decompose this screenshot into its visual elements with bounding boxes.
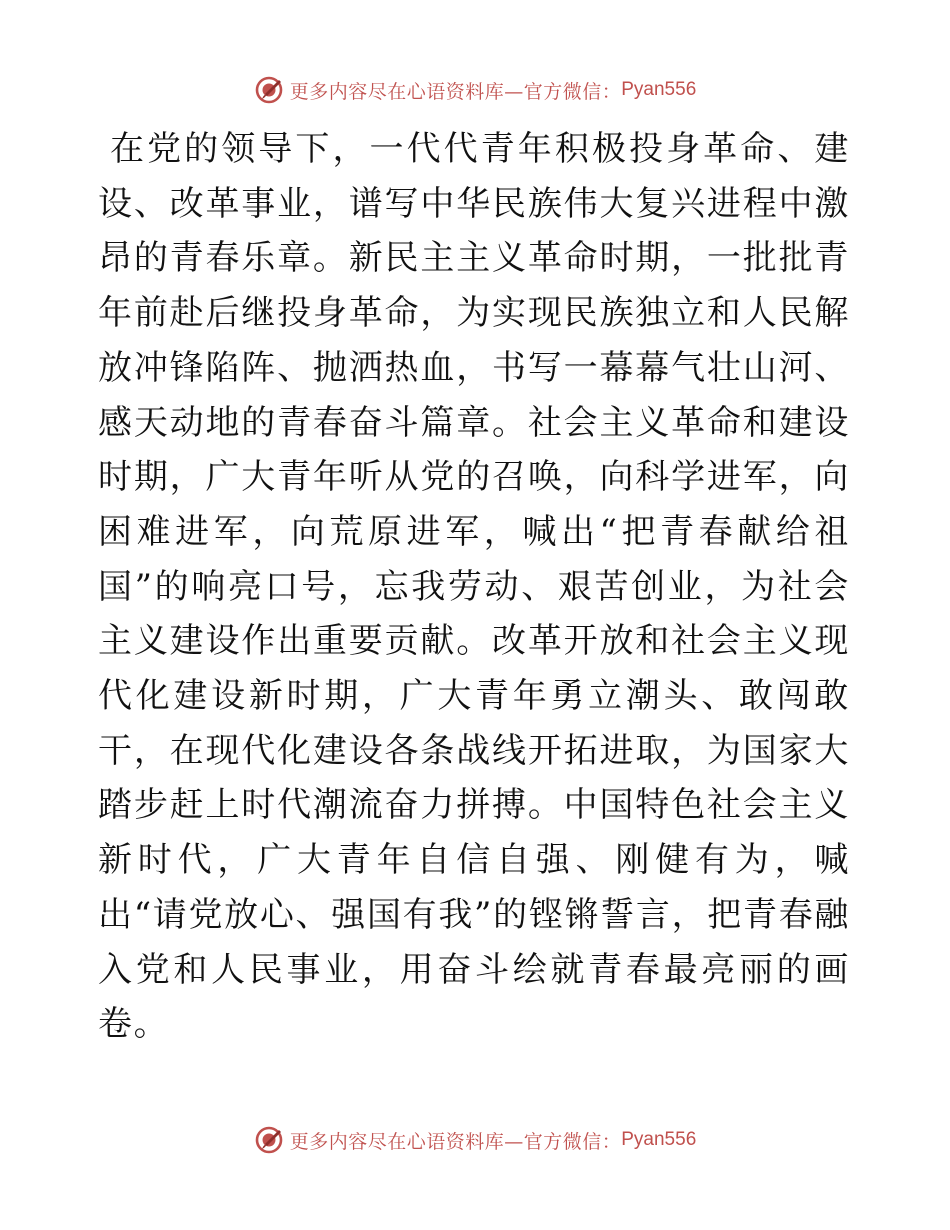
brush-logo-icon bbox=[254, 1125, 284, 1155]
header-banner-text: 更多内容尽在心语资料库—官方微信： bbox=[289, 80, 622, 103]
brush-logo-icon bbox=[254, 75, 284, 105]
footer-banner-text: 更多内容尽在心语资料库—官方微信： bbox=[289, 1130, 622, 1153]
article-paragraph: 在党的领导下，一代代青年积极投身革命、建设、改革事业，谱写中华民族伟大复兴进程中激昂的青春乐章。新民主主义革命时期，一批批青年前赴后继投身革命，为实现民族独立和人民解放冲锋陷阵、抛洒热血，书写一幕幕气壮山河、感天动地的青春奋斗篇章。社会主义革命和建设时期，广大青年听从党的召唤，向科学进军，向困难进军，向荒原进军，喊出“把青春献给祖国”的响亮口号，忘我劳动、艰苦创业，为社会主义建设作出重要贡献。改革开放和社会主义现代化建设新时期，广大青年勇立潮头、敢闯敢干，在现代化建设各条战线开拓进取，为国家大踏步赶上时代潮流奋力拼搏。中国特色社会主义新时代，广大青年自信自强、刚健有为，喊出“请党放心、强国有我”的铿锵誓言，把青春融入党和人民事业，用奋斗绘就青春最亮丽的画卷。 bbox=[98, 129, 850, 1045]
article-body bbox=[98, 122, 850, 1082]
header-wechat-id: Pyan556 bbox=[621, 79, 697, 100]
footer-banner bbox=[0, 1122, 950, 1158]
header-banner bbox=[0, 72, 950, 108]
footer-wechat-id: Pyan556 bbox=[621, 1129, 697, 1150]
